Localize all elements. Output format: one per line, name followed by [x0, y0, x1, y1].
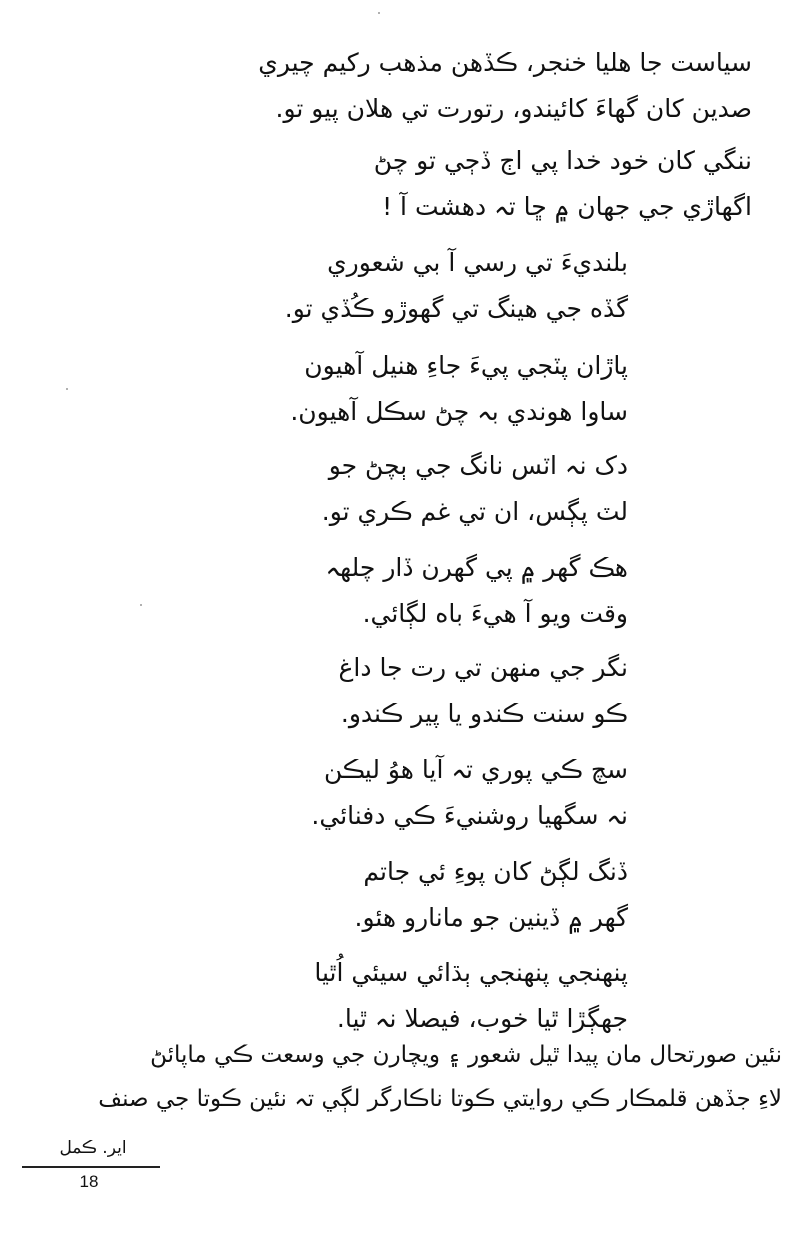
- poem-line: گهر ۾ ڏينين جو مانارو هئو.: [354, 903, 628, 932]
- scan-speck: [378, 12, 380, 14]
- poem-stanza: [200, 240, 628, 332]
- poem-stanza: [200, 645, 628, 737]
- poem-stanza: [120, 40, 752, 132]
- poem-line: هڪ گهر ۾ پي گهرن ڏار چلهہ: [325, 553, 628, 582]
- scan-speck: [140, 604, 142, 606]
- poem-line: لٽ پڳس، ان تي غم ڪري تو.: [321, 497, 628, 526]
- poem-stanza: [200, 545, 628, 637]
- poem-line: ڏنگ لڳڻ کان پوءِ ئي جاتم: [363, 857, 628, 886]
- prose-line: لاءِ جڏهن قلمڪار ڪي روايتي ڪوتا ناڪارگر لڳي تہ نئين ڪوتا جي صنف: [98, 1086, 782, 1112]
- poem-line: ساوا هوندي بہ چڻ سڪل آهيون.: [290, 397, 628, 426]
- footer-divider: [22, 1166, 160, 1168]
- poem-line: بلنديءَ تي رسي آ بي شعوري: [327, 248, 628, 277]
- poem-line: اگهاڙي جي جهان ۾ ڇا تہ دهشت آ !: [382, 192, 752, 221]
- poem-line: وقت ويو آ هيءَ باه لڳائي.: [362, 599, 628, 628]
- author-signature: اير. ڪمل: [59, 1138, 127, 1158]
- page-number: 18: [79, 1172, 99, 1191]
- prose-paragraph: [16, 1033, 782, 1121]
- poem-line: سچ ڪي پوري تہ آيا هوُ ليڪن: [324, 755, 628, 784]
- poem-line: پاڙان پٽجي پيءَ جاءِ هنيل آهيون: [304, 351, 628, 380]
- poem-line: ننگي کان خود خدا پي اڄ ڏڄي تو چڻ: [373, 146, 752, 175]
- poem-line: گڏه جي هينگ تي گهوڙو ڪُڏي تو.: [284, 294, 628, 323]
- poem-stanza: [200, 343, 628, 435]
- poem-stanza: [200, 747, 628, 839]
- poem-stanza: [200, 950, 628, 1042]
- poem-stanza: [200, 849, 628, 941]
- poem-line: دک نہ اٽس نانگ جي ٻچڻ جو: [328, 451, 628, 480]
- prose-line: نئين صورتحال مان پيدا ٿيل شعور ۽ ويچارن جي وسعت ڪي ماپائڻ: [150, 1042, 782, 1068]
- poem-line: صدين کان گهاءَ کائيندو، رتورت تي هلان پيو تو.: [275, 94, 752, 123]
- poem-line: سياست جا هليا خنجر، ڪڏهن مذهب رکيم چيري: [258, 48, 752, 77]
- poem-line: نگر جي منهن تي رت جا داغ: [338, 653, 628, 682]
- poem-line: جهڳڙا ٿيا خوب، فيصلا نہ ٿيا.: [336, 1004, 628, 1033]
- scan-speck: [66, 388, 68, 390]
- poem-stanza: [200, 443, 628, 535]
- poem-line: پنهنجي پنهنجي ٻڌائي سيئي اُٿيا: [314, 958, 628, 987]
- poem-stanza: [120, 138, 752, 230]
- poem-line: نہ سگهيا روشنيءَ ڪي دفنائي.: [311, 801, 628, 830]
- poem-line: ڪو سنت ڪندو يا پير ڪندو.: [340, 699, 628, 728]
